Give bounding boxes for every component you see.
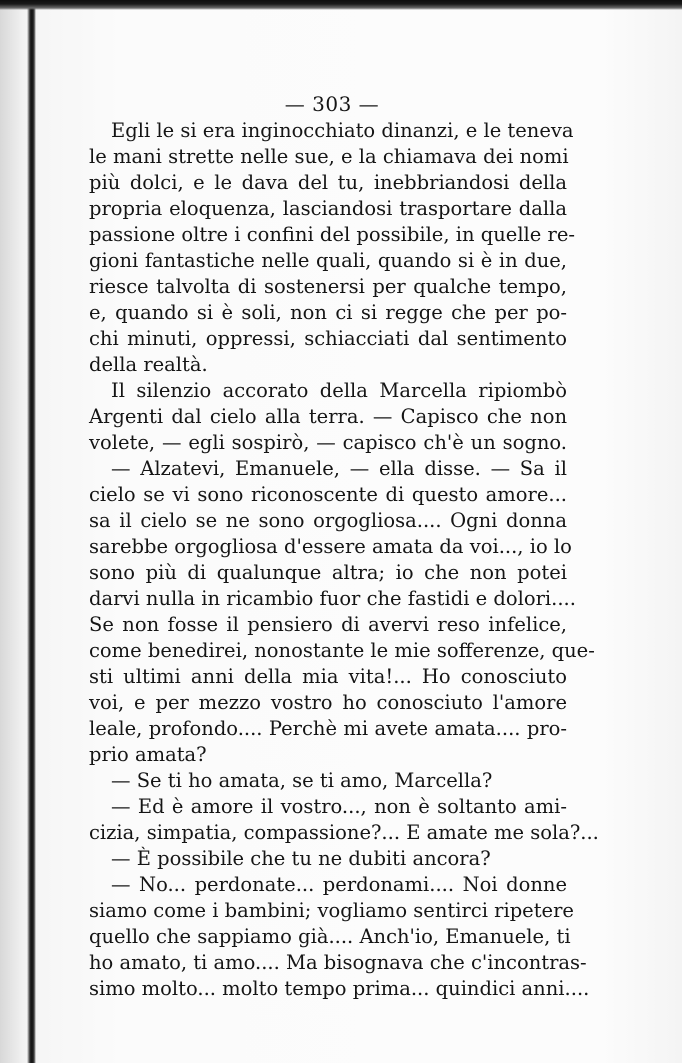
text-line: della realtà. (89, 353, 208, 376)
text-line: ho amato, ti amo.... Ma bisognava che c'incontras- (89, 951, 587, 974)
text-line: prio amata? (89, 743, 207, 766)
text-line: volete, — egli sospirò, — capisco ch'è un sogno. (89, 431, 567, 454)
text-line: — Ed è amore il vostro..., non è soltanto ami- (111, 795, 567, 818)
page-number: — 303 — (284, 92, 380, 116)
text-line: Il silenzio accorato della Marcella ripiombò (111, 379, 567, 402)
text-line: — Se ti ho amata, se ti amo, Marcella? (111, 769, 493, 792)
text-line: — È possibile che tu ne dubiti ancora? (111, 847, 491, 870)
text-line: le mani strette nelle sue, e la chiamava dei nomi (89, 145, 569, 168)
text-line: sono più di qualunque altra; io che non potei (89, 561, 567, 584)
text-line: siamo come i bambini; vogliamo sentirci ripetere (89, 899, 574, 922)
binding-edge (27, 0, 36, 1063)
text-line: cielo se vi sono riconoscente di questo amore... (89, 483, 567, 506)
text-line: leale, profondo.... Perchè mi avete amata.... pro- (89, 717, 567, 740)
text-line: darvi nulla in ricambio fuor che fastidi e dolori.... (89, 587, 576, 610)
page-gutter-shadow (0, 0, 27, 1063)
text-line: sarebbe orgogliosa d'essere amata da voi..., io lo (89, 535, 572, 558)
text-line: più dolci, e le dava del tu, inebbriandosi della (89, 171, 567, 194)
text-line: voi, e per mezzo vostro ho conosciuto l'amore (89, 691, 567, 714)
text-line: Argenti dal cielo alla terra. — Capisco che non (89, 405, 567, 428)
text-line: sa il cielo se ne sono orgogliosa.... Ogni donna (89, 509, 567, 532)
text-line: cizia, simpatia, compassione?... E amate me sola?... (89, 821, 599, 844)
text-line: sti ultimi anni della mia vita!... Ho conosciuto (89, 665, 567, 688)
text-line: Se non fosse il pensiero di avervi reso infelice, (89, 613, 567, 636)
text-line: — No... perdonate... perdonami.... Noi donne (111, 873, 567, 896)
text-line: simo molto... molto tempo prima... quindici anni.... (89, 977, 590, 1000)
text-line: passione oltre i confini del possibile, in quelle re- (89, 223, 575, 246)
text-line: — Alzatevi, Emanuele, — ella disse. — Sa il (111, 457, 567, 480)
text-line: gioni fantastiche nelle quali, quando si è in due, (89, 249, 567, 272)
text-line: quello che sappiamo già.... Anch'io, Emanuele, ti (89, 925, 571, 948)
text-line: e, quando si è soli, non ci si regge che per po- (89, 301, 567, 324)
top-page-edge (0, 0, 682, 10)
text-line: propria eloquenza, lasciandosi trasportare dalla (89, 197, 567, 220)
text-line: riesce talvolta di sostenersi per qualche tempo, (89, 275, 567, 298)
text-line: chi minuti, oppressi, schiacciati dal sentimento (89, 327, 567, 350)
text-line: Egli le si era inginocchiato dinanzi, e le teneva (111, 119, 574, 142)
text-line: come benedirei, nonostante le mie sofferenze, que- (89, 639, 595, 662)
